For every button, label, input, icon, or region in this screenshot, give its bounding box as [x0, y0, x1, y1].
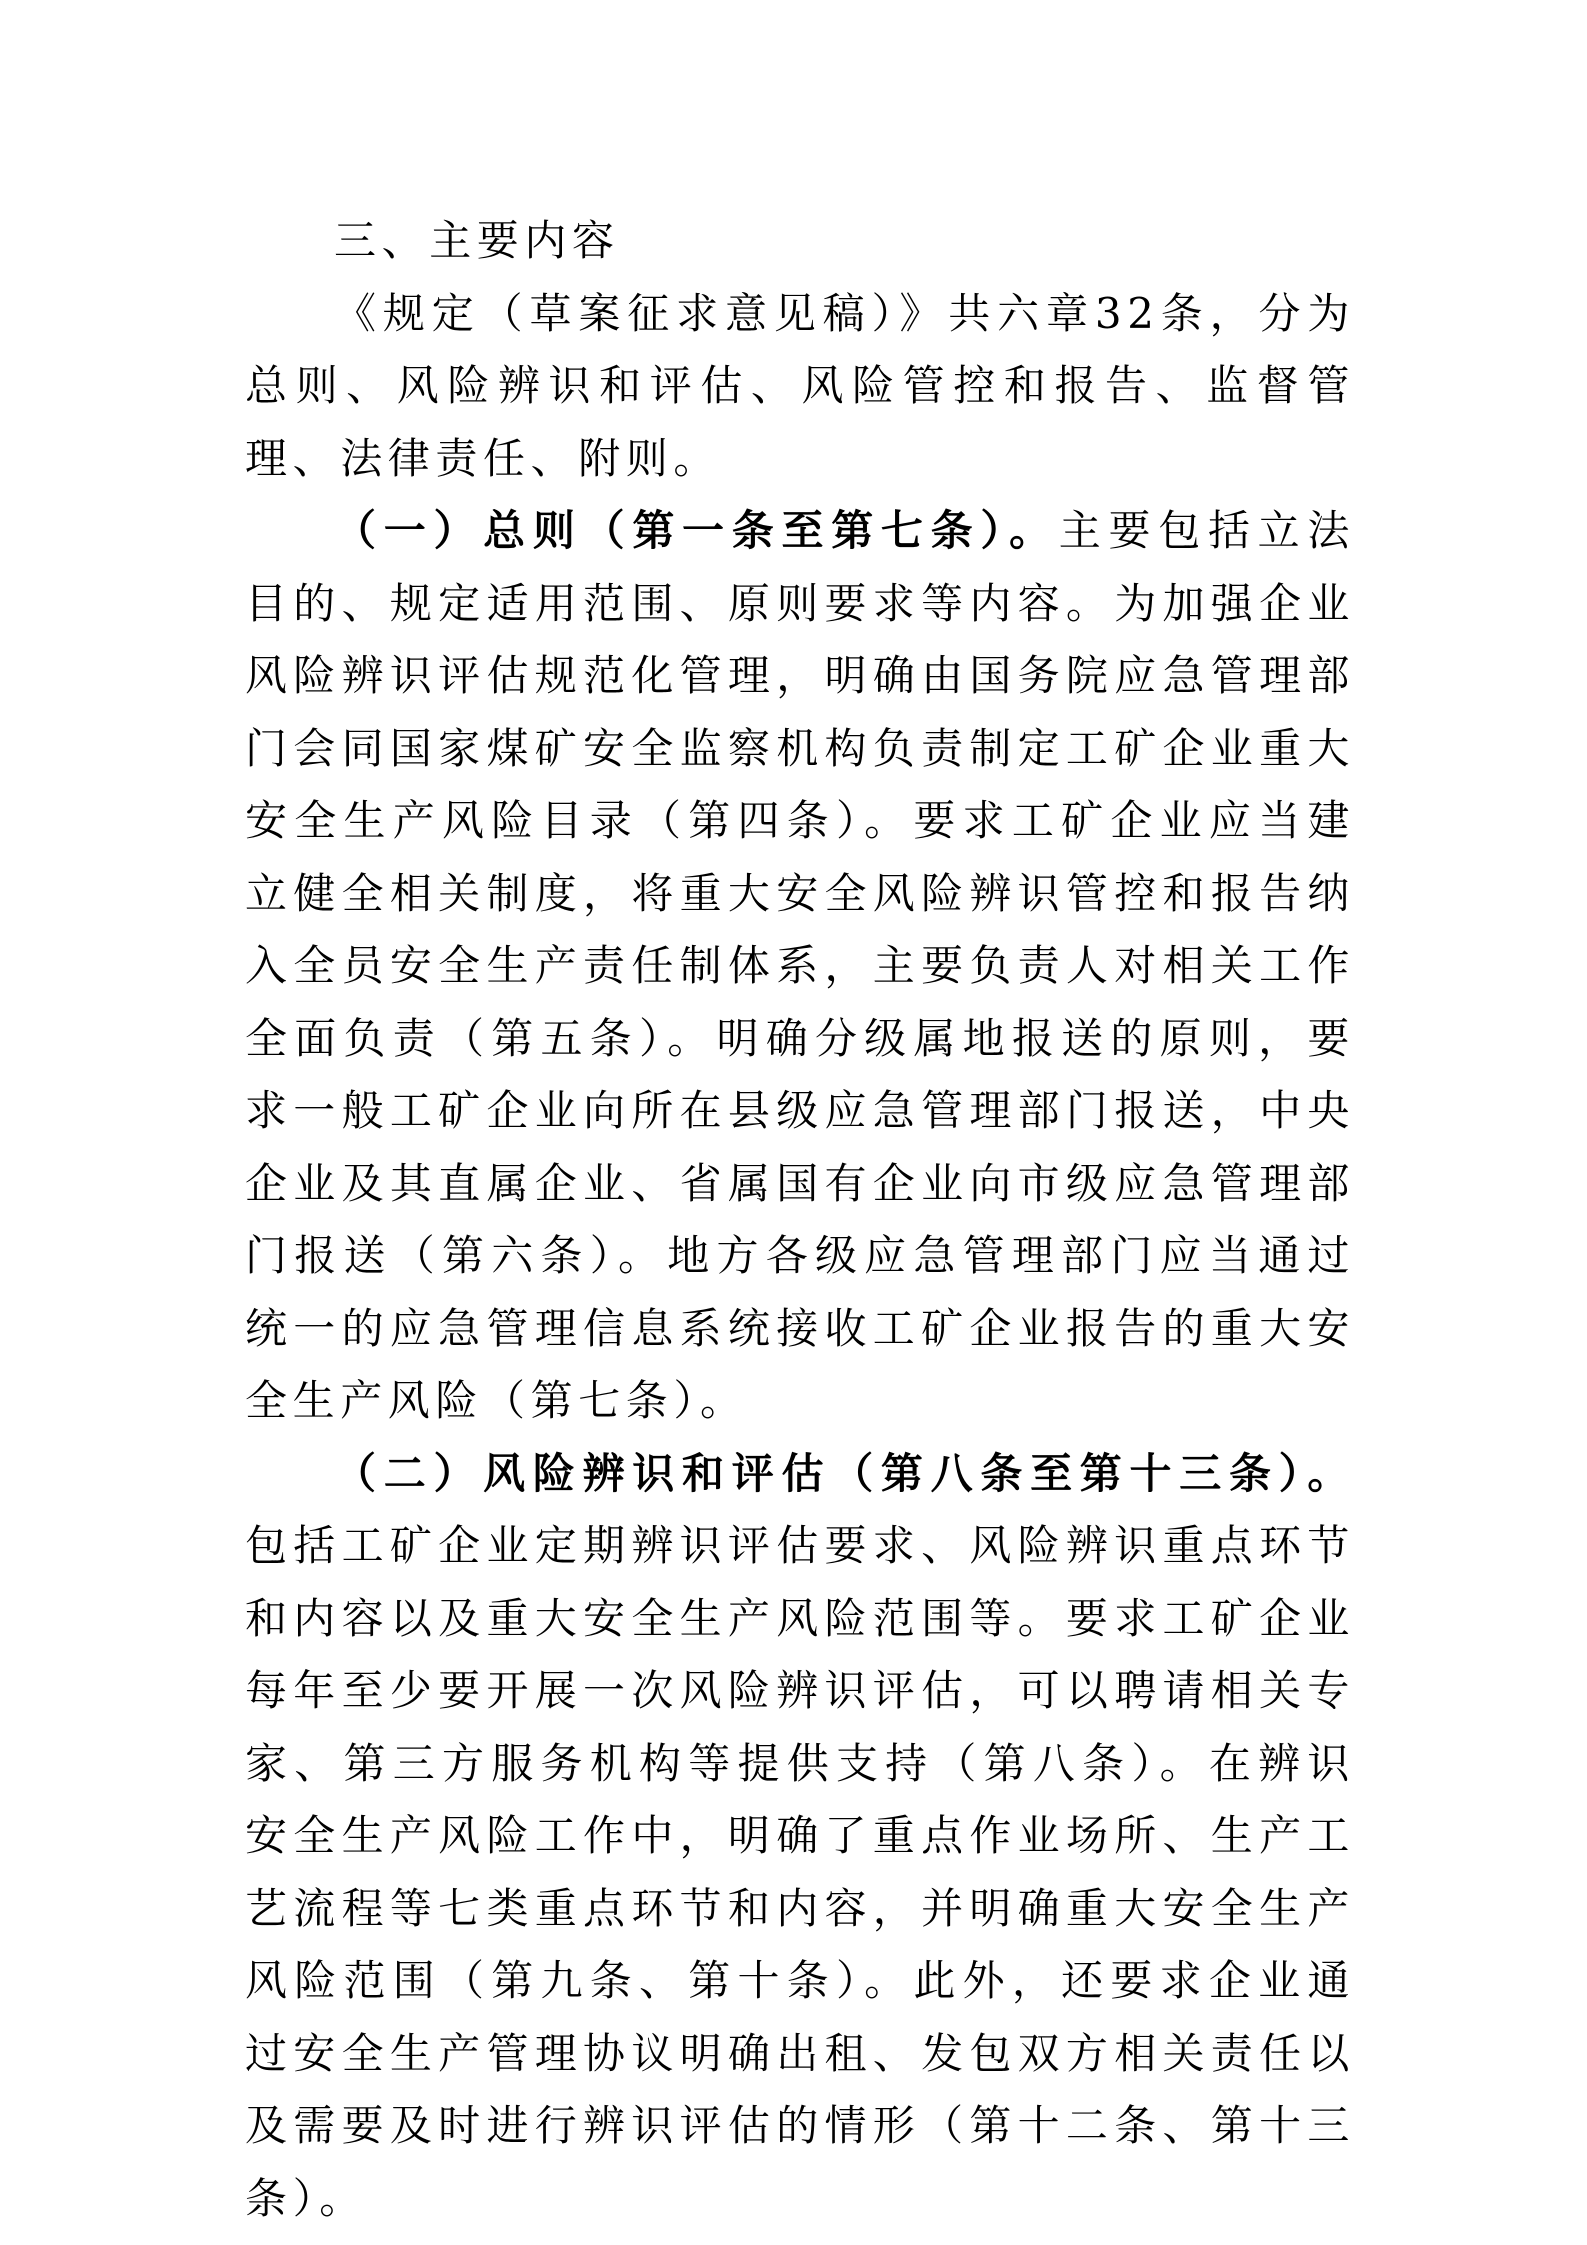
risk-identification-paragraph	[245, 1438, 1355, 2236]
intro-paragraph: 《规定（草案征求意见稿）》共六章32条，分为总则、风险辨识和评估、风险管控和报告、监督管理、法律责任、附则。	[245, 288, 1355, 483]
general-provisions-lead: （一）总则（第一条至第七条）。	[334, 506, 1059, 555]
risk-identification-lead: （二）风险辨识和评估（第八条至第十三条）。	[334, 1448, 1355, 1498]
general-provisions-body: 主要包括立法目的、规定适用范围、原则要求等内容。为加强企业风险辨识评估规范化管理，明确由国务院应急管理部门会同国家煤矿安全监察机构负责制定工矿企业重大安全生产风险目录（第四条）。要求工矿企业应当建立健全相关制度，将重大安全风险辨识管控和报告纳入全员安全生产责任制体系，主要负责人对相关工作全面负责（第五条）。明确分级属地报送的原则，要求一般工矿企业向所在县级应急管理部门报送，中央企业及其直属企业、省属国有企业向市级应急管理部门报送（第六条）。地方各级应急管理部门应当通过统一的应急管理信息系统接收工矿企业报告的重大安全生产风险（第七条）。	[245, 506, 1355, 1425]
risk-identification-body: 包括工矿企业定期辨识评估要求、风险辨识重点环节和内容以及重大安全生产风险范围等。要求工矿企业每年至少要开展一次风险辨识评估，可以聘请相关专家、第三方服务机构等提供支持（第八条）。在辨识安全生产风险工作中，明确了重点作业场所、生产工艺流程等七类重点环节和内容，并明确重大安全生产风险范围（第九条、第十条）。此外，还要求企业通过安全生产管理协议明确出租、发包双方相关责任以及需要及时进行辨识评估的情形（第十二条、第十三条）。	[245, 1521, 1355, 2223]
general-provisions-paragraph	[245, 495, 1355, 1438]
document-page	[245, 205, 1355, 2235]
section-heading: 三、主要内容	[334, 216, 620, 265]
